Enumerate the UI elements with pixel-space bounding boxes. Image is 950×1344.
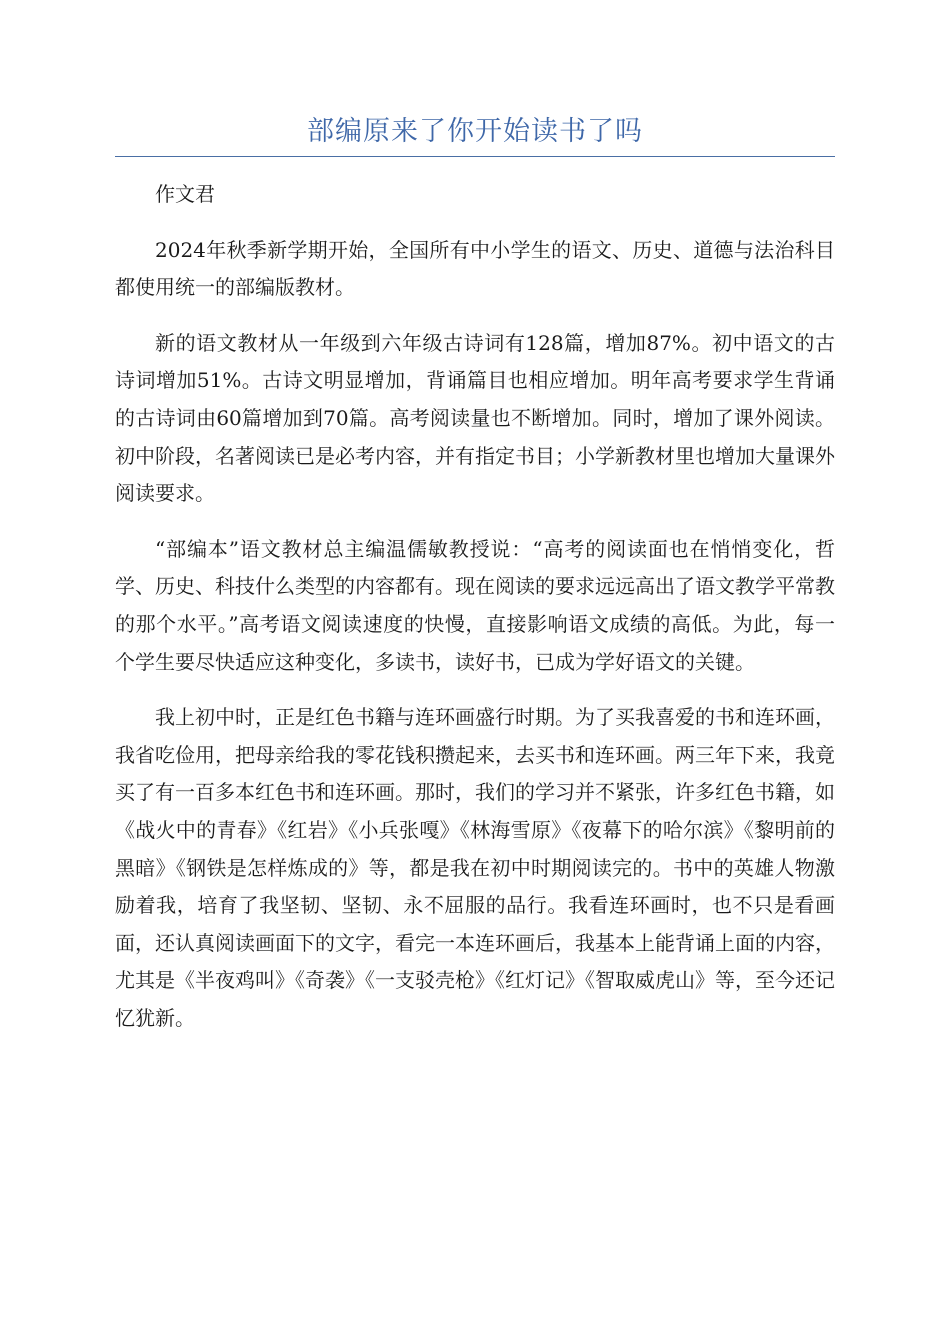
paragraph-2: 新的语文教材从一年级到六年级古诗词有128篇，增加87%。初中语文的古诗词增加51%。古诗文明显增加，背诵篇目也相应增加。明年高考要求学生背诵的古诗词由60篇增加到70篇。高考阅读量也不断增加。同时，增加了课外阅读。初中阶段，名著阅读已是必考内容，并有指定书目；小学新教材里也增加大量课外阅读要求。 <box>115 330 835 506</box>
page-title: 部编原来了你开始读书了吗 <box>307 116 643 147</box>
paragraph-1: 2024年秋季新学期开始，全国所有中小学生的语文、历史、道德与法治科目都使用统一的部编版教材。 <box>115 237 835 300</box>
document-body <box>115 176 835 1055</box>
paragraph-4: 我上初中时，正是红色书籍与连环画盛行时期。为了买我喜爱的书和连环画，我省吃俭用，把母亲给我的零花钱积攒起来，去买书和连环画。两三年下来，我竟买了有一百多本红色书和连环画。那时，我们的学习并不紧张，许多红色书籍，如《战火中的青春》《红岩》《小兵张嘎》《林海雪原》《夜幕下的哈尔滨》《黎明前的黑暗》《钢铁是怎样炼成的》等，都是我在初中时期阅读完的。书中的英雄人物激励着我，培育了我坚韧、坚韧、永不屈服的品行。我看连环画时，也不只是看画面，还认真阅读画面下的文字，看完一本连环画后，我基本上能背诵上面的内容，尤其是《半夜鸡叫》《奇袭》《一支驳壳枪》《红灯记》《智取威虎山》等，至今还记忆犹新。 <box>115 705 835 1030</box>
author-line: 作文君 <box>155 182 215 206</box>
title-block <box>115 112 835 157</box>
paragraph-3: “部编本”语文教材总主编温儒敏教授说：“高考的阅读面也在悄悄变化，哲学、历史、科技什么类型的内容都有。现在阅读的要求远远高出了语文教学平常教的那个水平。”高考语文阅读速度的快慢，直接影响语文成绩的高低。为此，每一个学生要尽快适应这种变化，多读书，读好书，已成为学好语文的关键。 <box>115 536 835 674</box>
